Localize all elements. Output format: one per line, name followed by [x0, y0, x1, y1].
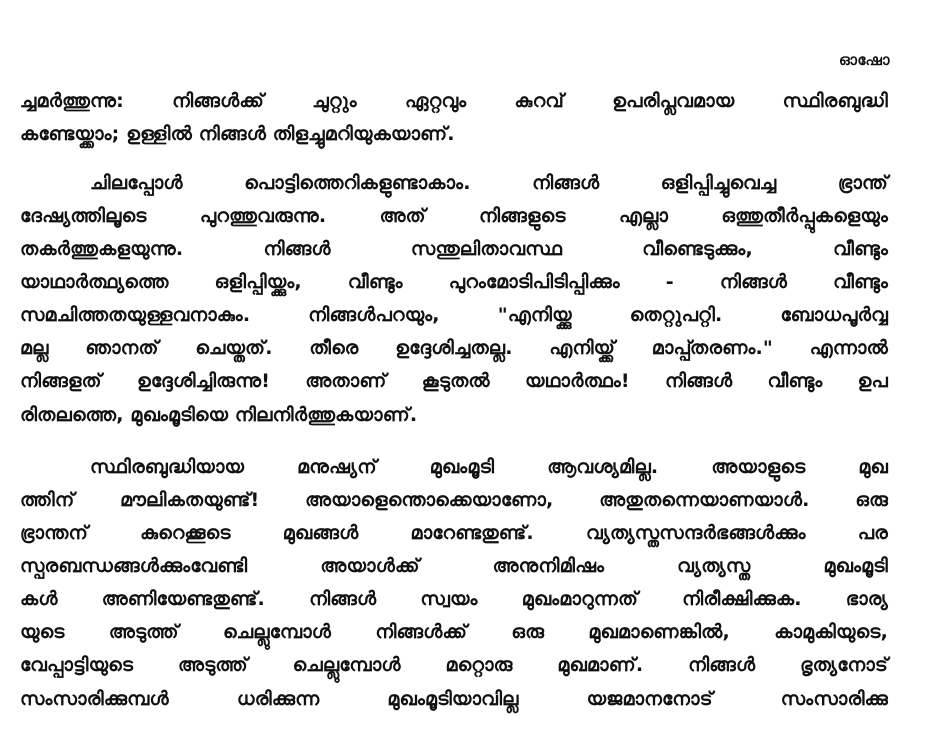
text-line: കൾ അണിയേണ്ടതുണ്ട്. നിങ്ങൾ സ്വയം മുഖംമാറുന്നത് നിരീക്ഷിക്കുക. ഭാര്യ	[20, 588, 888, 610]
text-line: ചിലപ്പോൾ പൊട്ടിത്തെറികളുണ്ടാകാം. നിങ്ങൾ ഒളിപ്പിച്ചുവെച്ച ഭ്രാന്ത്	[90, 172, 888, 194]
text-line: സംസാരിക്കുമ്പൾ ധരിക്കുന്ന മുഖംമൂടിയാവില്ല യജമാനനോട് സംസാരിക്കു	[20, 688, 888, 710]
text-line: യുടെ അടുത്ത് ചെല്ലുമ്പോൾ നിങ്ങൾക്ക് ഒരു മുഖമാണെങ്കിൽ, കാമുകിയുടെ,	[20, 621, 888, 643]
text-line: വേപ്പാട്ടിയുടെ അടുത്ത് ചെല്ലുമ്പോൾ മറ്റൊരു മുഖമാണ്. നിങ്ങൾ ഭൃത്യനോട്	[20, 654, 888, 676]
text-line: യാഥാർത്ഥ്യത്തെ ഒളിപ്പിയ്ക്കും, വീണ്ടും പുറംമോടിപിടിപ്പിക്കും - നിങ്ങൾ വീണ്ടും	[20, 271, 888, 293]
text-line: സ്ഥിരബുദ്ധിയായ മനുഷ്യന് മുഖംമൂടി ആവശ്യമില്ല. അയാളുടെ മുഖ	[90, 456, 888, 478]
text-line: തകർത്തുകളയുന്നു. നിങ്ങൾ സന്തുലിതാവസ്ഥ വീണ്ടെടുക്കും, വീണ്ടും	[20, 238, 888, 260]
text-line: സ്പരബന്ധങ്ങൾക്കുംവേണ്ടി അയാൾക്ക് അനുനിമിഷം വ്യത്യസ്ത മുഖംമൂടി	[20, 555, 888, 577]
text-line: ഭ്രാന്തന് കുറെക്കൂടെ മുഖങ്ങൾ മാറേണ്ടതുണ്ട്. വ്യത്യസ്തസന്ദർഭങ്ങൾക്കും പര	[20, 522, 888, 544]
text-line: നിങ്ങളത് ഉദ്ദേശിച്ചിരുന്നു! അതാണ് കൂടുതൽ യഥാർത്ഥം! നിങ്ങൾ വീണ്ടും ഉപ	[20, 370, 888, 392]
running-header: ഓഷോ	[838, 51, 890, 69]
text-line: രിതലത്തെ, മുഖംമൂടിയെ നിലനിർത്തുകയാണ്.	[20, 404, 418, 426]
text-line: ച്ചമർത്തുന്നു: നിങ്ങൾക്ക് ചുറ്റും ഏറ്റവും കുറവ് ഉപരിപ്ലവമായ സ്ഥിരബുദ്ധി	[20, 90, 888, 112]
text-line: ത്തിന് മൗലികതയുണ്ട്! അയാളെന്തൊക്കെയാണോ, അതുതന്നെയാണയാൾ. ഒരു	[20, 489, 888, 511]
text-line: കണ്ടേയ്ക്കാം; ഉള്ളിൽ നിങ്ങൾ തിളച്ചുമറിയുകയാണ്.	[20, 123, 455, 145]
text-line: മല്ല ഞാനത് ചെയ്തത്. തീരെ ഉദ്ദേശിച്ചതല്ല. എനിയ്ക്ക് മാപ്പ്തരണം." എന്നാൽ	[20, 337, 888, 359]
text-line: ദേഷ്യത്തിലൂടെ പുറത്തുവരുന്നു. അത് നിങ്ങളുടെ എല്ലാ ഒത്തുതീർപ്പുകളെയും	[20, 205, 888, 227]
text-line: സമചിത്തതയുള്ളവനാകും. നിങ്ങൾപറയും, "എനിയ്ക്കു തെറ്റുപറ്റി. ബോധപൂർവ്വ	[20, 304, 888, 326]
